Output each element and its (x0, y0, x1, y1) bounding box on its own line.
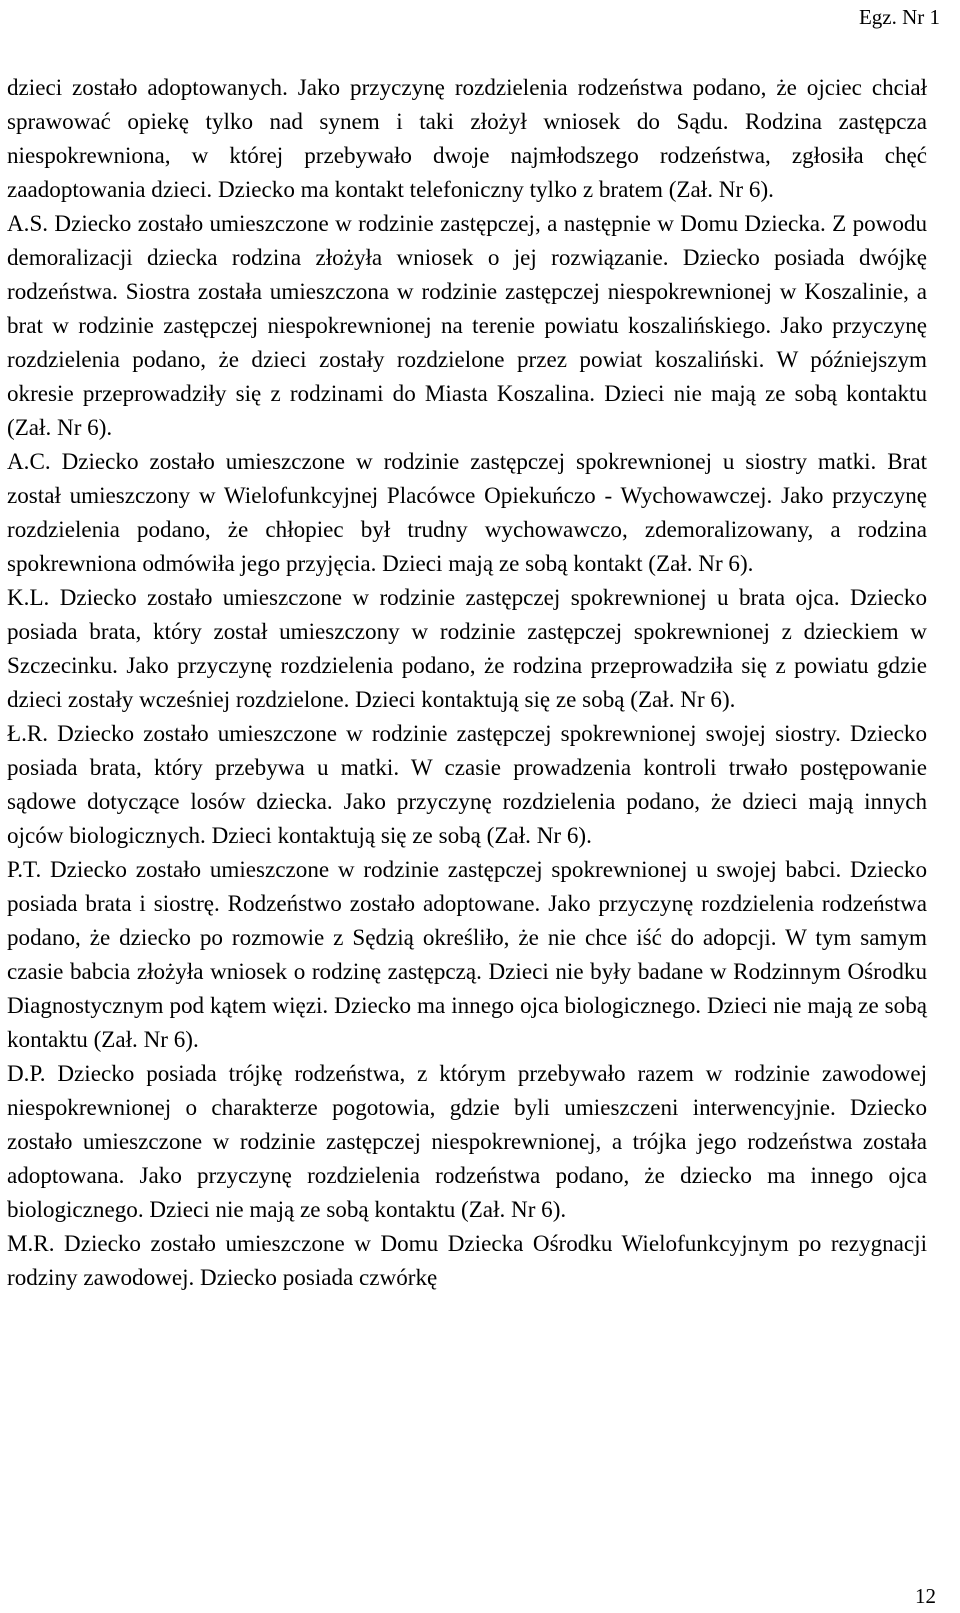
document-body (7, 70, 927, 1294)
paragraph-as: A.S. Dziecko zostało umieszczone w rodzinie zastępczej, a następnie w Domu Dziecka. Z powodu demoralizacji dziecka rodzina złożyła wniosek o jej rozwiązanie. Dziecko posiada dwójkę rodzeństwa. Siostra została umieszczona w rodzinie zastępczej niespokrewnionej w Koszalinie, a brat w rodzinie zastępczej niespokrewnionej na terenie powiatu koszalińskiego. Jako przyczynę rozdzielenia podano, że dzieci zostały rozdzielone przez powiat koszaliński. W późniejszym okresie przeprowadziły się z rodzinami do Miasta Koszalina. Dzieci nie mają ze sobą kontaktu (Zał. Nr 6). (7, 210, 927, 440)
paragraph-kl: K.L. Dziecko zostało umieszczone w rodzinie zastępczej spokrewnionej u brata ojca. Dziecko posiada brata, który został umieszczony w rodzinie zastępczej spokrewnionej z dzieckiem w Szczecinku. Jako przyczynę rozdzielenia podano, że rodzina przeprowadziła się z powiatu gdzie dzieci zostały wcześniej rozdzielone. Dzieci kontaktują się ze sobą (Zał. Nr 6). (7, 584, 927, 712)
paragraph-mr: M.R. Dziecko zostało umieszczone w Domu Dziecka Ośrodku Wielofunkcyjnym po rezygnacji rodziny zawodowej. Dziecko posiada czwórkę (7, 1230, 927, 1290)
paragraph-lr: Ł.R. Dziecko zostało umieszczone w rodzinie zastępczej spokrewnionej swojej siostry. Dziecko posiada brata, który przebywa u matki. W czasie prowadzenia kontroli trwało postępowanie sądowe dotyczące losów dziecka. Jako przyczynę rozdzielenia podano, że dzieci mają innych ojców biologicznych. Dzieci kontaktują się ze sobą (Zał. Nr 6). (7, 720, 927, 848)
paragraph-ac: A.C. Dziecko zostało umieszczone w rodzinie zastępczej spokrewnionej u siostry matki. Brat został umieszczony w Wielofunkcyjnej Placówce Opiekuńczo - Wychowawczej. Jako przyczynę rozdzielenia podano, że chłopiec był trudny wychowawczo, zdemoralizowany, a rodzina spokrewniona odmówiła jego przyjęcia. Dzieci mają ze sobą kontakt (Zał. Nr 6). (7, 448, 927, 576)
document-copy-label: Egz. Nr 1 (858, 5, 940, 29)
paragraph-dp: D.P. Dziecko posiada trójkę rodzeństwa, z którym przebywało razem w rodzinie zawodowej niespokrewnionej o charakterze pogotowia, gdzie byli umieszczeni interwencyjnie. Dziecko zostało umieszczone w rodzinie zastępczej niespokrewnionej, a trójka jego rodzeństwa została adoptowana. Jako przyczynę rozdzielenia rodzeństwa podano, że dziecko ma innego ojca biologicznego. Dzieci nie mają ze sobą kontaktu (Zał. Nr 6). (7, 1060, 927, 1222)
paragraph-pt: P.T. Dziecko zostało umieszczone w rodzinie zastępczej spokrewnionej u swojej babci. Dziecko posiada brata i siostrę. Rodzeństwo zostało adoptowane. Jako przyczynę rozdzielenia rodzeństwa podano, że dziecko po rozmowie z Sędzią określiło, że nie chce iść do adopcji. W tym samym czasie babcia złożyła wniosek o rodzinę zastępczą. Dzieci nie były badane w Rodzinnym Ośrodku Diagnostycznym pod kątem więzi. Dziecko ma innego ojca biologicznego. Dzieci nie mają ze sobą kontaktu (Zał. Nr 6). (7, 856, 927, 1052)
page-number: 12 (915, 1584, 936, 1608)
paragraph-intro: dzieci zostało adoptowanych. Jako przyczynę rozdzielenia rodzeństwa podano, że ojciec chciał sprawować opiekę tylko nad synem i taki złożył wniosek do Sądu. Rodzina zastępcza niespokrewniona, w której przebywało dwoje najmłodszego rodzeństwa, zgłosiła chęć zaadoptowania dzieci. Dziecko ma kontakt telefoniczny tylko z bratem (Zał. Nr 6). (7, 74, 927, 202)
